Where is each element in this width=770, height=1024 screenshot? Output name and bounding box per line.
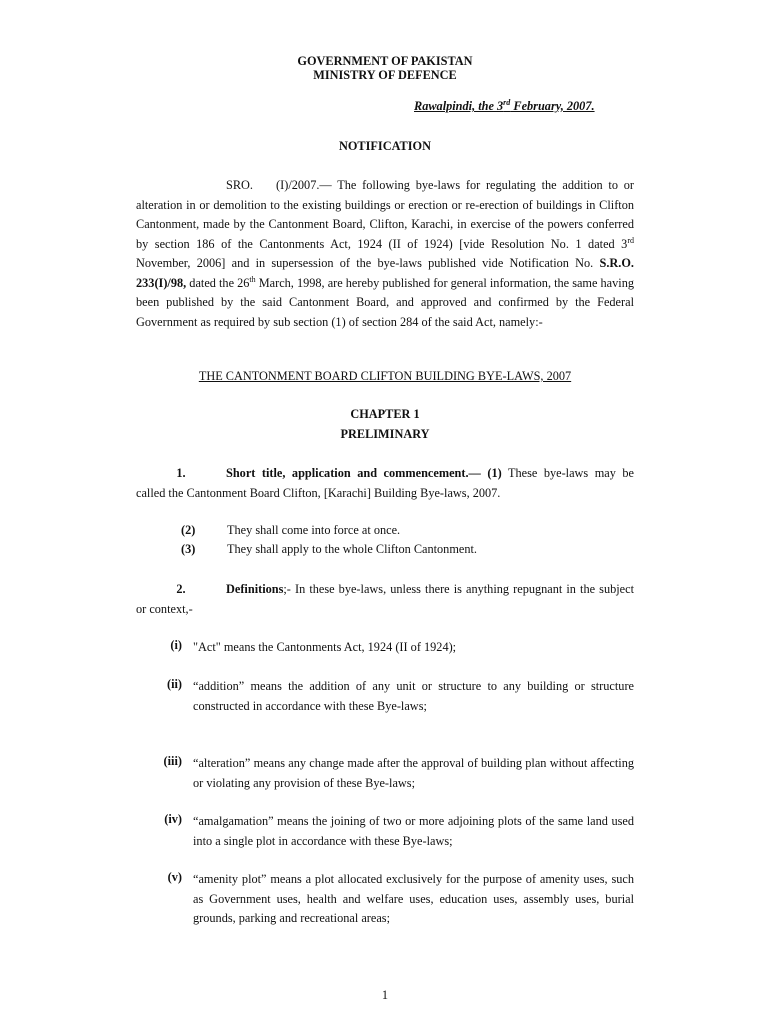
definition-text: “amenity plot” means a plot allocated exclusively for the purpose of amenity uses, such as Government uses, health and welfare uses, education uses, assembly uses, burial grounds, parking and recreational areas;: [193, 872, 634, 925]
section-1-number: 1.: [176, 466, 186, 480]
government-heading: GOVERNMENT OF PAKISTAN: [297, 54, 473, 68]
definition-number: (v): [167, 870, 182, 884]
definition-number: (iii): [163, 754, 182, 768]
sub-2-text: They shall come into force at once.: [227, 523, 401, 537]
definition-number: (i): [170, 638, 182, 652]
sub-3-number: (3): [181, 542, 196, 556]
ministry-heading: MINISTRY OF DEFENCE: [313, 68, 457, 82]
byelaws-title: THE CANTONMENT BOARD CLIFTON BUILDING BYE-LAWS, 2007: [198, 369, 572, 383]
section-2-number: 2.: [176, 582, 186, 596]
section-1-paragraph: 1. Short title, application and commencement.— (1) These bye-laws may be called the Cantonment Board Clifton, [Karachi] Building Bye-laws, 2007.: [136, 466, 634, 500]
definition-number: (ii): [166, 677, 182, 691]
definition-text: "Act" means the Cantonments Act, 1924 (II of 1924);: [193, 640, 457, 654]
section-2-paragraph: 2. Definitions;- In these bye-laws, unless there is anything repugnant in the subject or context,-: [136, 582, 634, 616]
definition-text: “alteration” means any change made after the approval of building plan without affecting or violating any provision of these Bye-laws;: [193, 756, 634, 790]
preamble-paragraph: SRO. (I)/2007.— The following bye-laws for regulating the addition to or alteration in or demolition to the existing buildings or erection or re-erection of buildings in Clifton Cantonment, made by the Cantonment Board, Clifton, Karachi, in exercise of the powers conferred by section 186 of the Cantonments Act, 1924 (II of 1924) [vide Resolution No. 1 dated 3rd November, 2006] and in supersession of the bye-laws published vide Notification No. S.R.O. 233(I)/98, dated the 26th March, 1998, are hereby published for general information, the same having been published by the said Cantonment Board, and approved and confirmed by the Federal Government as required by sub section (1) of section 284 of the said Act, namely:-: [136, 178, 634, 329]
sub-3-text: They shall apply to the whole Clifton Cantonment.: [227, 542, 477, 556]
definition-text: “addition” means the addition of any unit or structure to any building or structure constructed in accordance with these Bye-laws;: [193, 679, 634, 713]
definition-number: (iv): [164, 812, 182, 826]
place-date: Rawalpindi, the 3rd February, 2007.: [414, 97, 595, 113]
chapter-name: PRELIMINARY: [340, 427, 430, 441]
definition-text: “amalgamation” means the joining of two or more adjoining plots of the same land used into a single plot in accordance with these Bye-laws;: [193, 814, 634, 848]
notification-title: NOTIFICATION: [338, 139, 431, 153]
page-number: 1: [381, 988, 389, 1002]
sub-2-number: (2): [181, 523, 196, 537]
chapter-number: CHAPTER 1: [350, 407, 420, 421]
